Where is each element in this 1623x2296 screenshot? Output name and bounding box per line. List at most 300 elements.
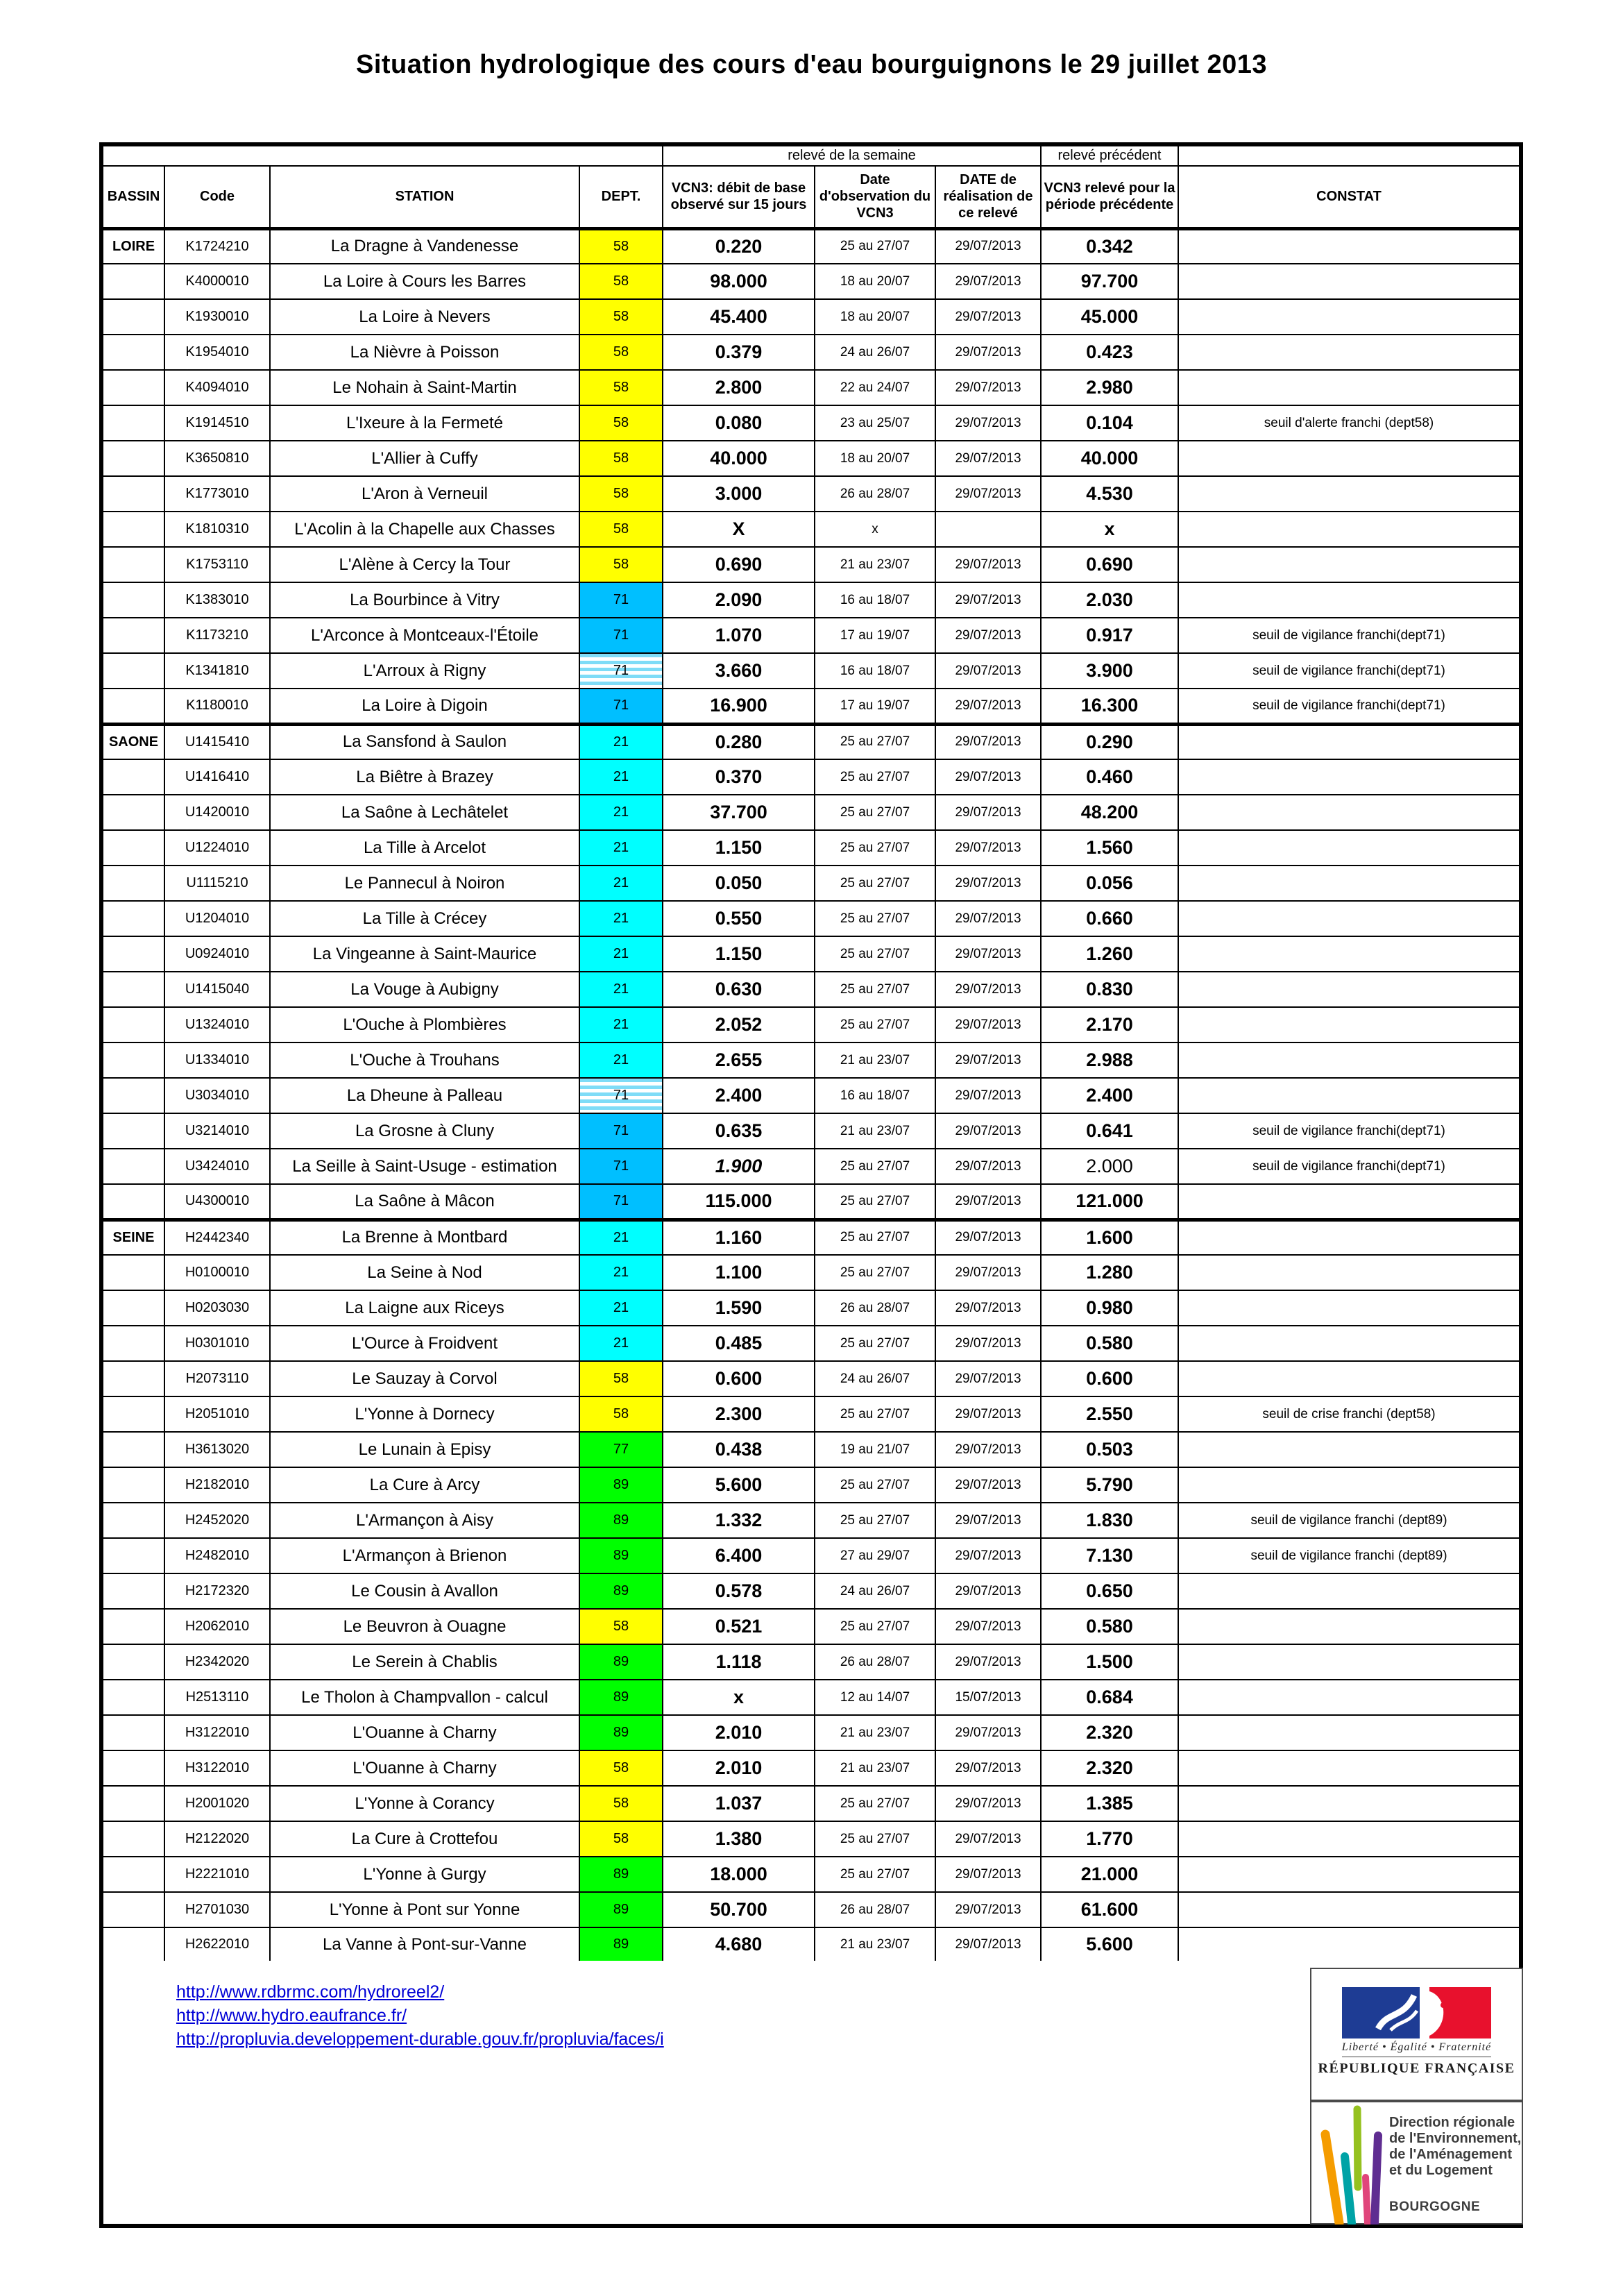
cell-dept: 89 xyxy=(579,1573,663,1609)
cell-vcn3: 1.900 xyxy=(663,1149,815,1184)
cell-constat: seuil de vigilance franchi(dept71) xyxy=(1178,618,1521,653)
cell-dept: 71 xyxy=(579,1184,663,1219)
cell-code: H2513110 xyxy=(164,1680,270,1715)
cell-vcn3-previous: 2.400 xyxy=(1041,1078,1178,1113)
table-row xyxy=(101,1113,1521,1149)
table-row xyxy=(101,547,1521,582)
dreal-text-line: de l'Aménagement xyxy=(1389,2147,1513,2162)
cell-date-realisation: 29/07/2013 xyxy=(935,476,1041,512)
cell-date-observation: 25 au 27/07 xyxy=(815,830,935,866)
cell-vcn3: 5.600 xyxy=(663,1467,815,1503)
cell-date-observation: 24 au 26/07 xyxy=(815,1573,935,1609)
cell-bassin xyxy=(101,1786,164,1821)
cell-station: L'Armançon à Aisy xyxy=(270,1503,579,1538)
cell-code: K1810310 xyxy=(164,512,270,547)
cell-code: K1773010 xyxy=(164,476,270,512)
cell-date-observation: 25 au 27/07 xyxy=(815,1821,935,1857)
cell-vcn3: 0.600 xyxy=(663,1361,815,1396)
cell-vcn3-previous: 1.500 xyxy=(1041,1644,1178,1680)
cell-vcn3: 16.900 xyxy=(663,689,815,724)
cell-date-observation: 25 au 27/07 xyxy=(815,901,935,936)
cell-code: H2701030 xyxy=(164,1892,270,1927)
cell-date-realisation: 29/07/2013 xyxy=(935,1503,1041,1538)
cell-bassin xyxy=(101,512,164,547)
table-row xyxy=(101,1078,1521,1113)
cell-date-realisation: 29/07/2013 xyxy=(935,1361,1041,1396)
cell-vcn3-previous: 1.600 xyxy=(1041,1219,1178,1255)
cell-date-realisation: 29/07/2013 xyxy=(935,1644,1041,1680)
cell-code: U1115210 xyxy=(164,866,270,901)
cell-date-realisation: 29/07/2013 xyxy=(935,1715,1041,1750)
cell-code: U3214010 xyxy=(164,1113,270,1149)
cell-date-observation: 25 au 27/07 xyxy=(815,1149,935,1184)
cell-constat xyxy=(1178,1043,1521,1078)
table-row xyxy=(101,335,1521,370)
table-row xyxy=(101,901,1521,936)
cell-code: H0301010 xyxy=(164,1326,270,1361)
cell-vcn3-previous: 1.260 xyxy=(1041,936,1178,972)
cell-constat xyxy=(1178,1644,1521,1680)
cell-code: U1415410 xyxy=(164,724,270,759)
cell-date-observation: 22 au 24/07 xyxy=(815,370,935,405)
cell-date-observation: 21 au 23/07 xyxy=(815,1750,935,1786)
cell-bassin xyxy=(101,582,164,618)
rf-motto: Liberté • Égalité • Fraternité xyxy=(1342,2041,1491,2057)
cell-bassin xyxy=(101,1255,164,1290)
table-row xyxy=(101,476,1521,512)
cell-vcn3: 0.379 xyxy=(663,335,815,370)
cell-vcn3: 2.300 xyxy=(663,1396,815,1432)
cell-vcn3: 6.400 xyxy=(663,1538,815,1573)
cell-vcn3: 2.400 xyxy=(663,1078,815,1113)
cell-date-observation: 25 au 27/07 xyxy=(815,866,935,901)
cell-date-observation: 24 au 26/07 xyxy=(815,335,935,370)
cell-constat xyxy=(1178,547,1521,582)
cell-code: H2482010 xyxy=(164,1538,270,1573)
cell-bassin xyxy=(101,830,164,866)
cell-constat xyxy=(1178,830,1521,866)
cell-bassin xyxy=(101,335,164,370)
cell-vcn3-previous: 0.690 xyxy=(1041,547,1178,582)
cell-date-realisation: 29/07/2013 xyxy=(935,1007,1041,1043)
dreal-text-line: et du Logement xyxy=(1389,2163,1493,2178)
cell-bassin xyxy=(101,405,164,441)
cell-bassin xyxy=(101,441,164,476)
cell-dept: 89 xyxy=(579,1857,663,1892)
cell-bassin xyxy=(101,1538,164,1573)
cell-dept: 89 xyxy=(579,1644,663,1680)
table-row xyxy=(101,1432,1521,1467)
cell-bassin xyxy=(101,264,164,299)
col-header-date-obs: Date d'observation du VCN3 xyxy=(815,166,935,228)
cell-station: La Saône à Mâcon xyxy=(270,1184,579,1219)
cell-date-observation: 16 au 18/07 xyxy=(815,582,935,618)
cell-vcn3: 0.280 xyxy=(663,724,815,759)
cell-date-observation: 25 au 27/07 xyxy=(815,1326,935,1361)
cell-vcn3-previous: 121.000 xyxy=(1041,1184,1178,1219)
cell-bassin xyxy=(101,901,164,936)
cell-bassin xyxy=(101,1680,164,1715)
cell-date-observation: 18 au 20/07 xyxy=(815,441,935,476)
cell-vcn3-previous: 2.988 xyxy=(1041,1043,1178,1078)
cell-date-observation: 25 au 27/07 xyxy=(815,1255,935,1290)
rf-name: RÉPUBLIQUE FRANÇAISE xyxy=(1318,2061,1515,2076)
cell-constat xyxy=(1178,1892,1521,1927)
cell-dept: 21 xyxy=(579,1290,663,1326)
cell-dept: 71 xyxy=(579,689,663,724)
table-row xyxy=(101,1927,1521,1963)
cell-dept: 21 xyxy=(579,1219,663,1255)
cell-vcn3: 0.050 xyxy=(663,866,815,901)
cell-bassin xyxy=(101,795,164,830)
cell-station: L'Arroux à Rigny xyxy=(270,653,579,689)
cell-vcn3: 37.700 xyxy=(663,795,815,830)
cell-date-observation: 26 au 28/07 xyxy=(815,1892,935,1927)
cell-constat xyxy=(1178,476,1521,512)
cell-date-realisation: 29/07/2013 xyxy=(935,1149,1041,1184)
cell-station: La Vingeanne à Saint-Maurice xyxy=(270,936,579,972)
cell-code: H3122010 xyxy=(164,1750,270,1786)
cell-bassin: SAONE xyxy=(101,724,164,759)
table-row xyxy=(101,1326,1521,1361)
cell-date-realisation: 15/07/2013 xyxy=(935,1680,1041,1715)
cell-station: La Biêtre à Brazey xyxy=(270,759,579,795)
cell-constat xyxy=(1178,759,1521,795)
cell-code: H2342020 xyxy=(164,1644,270,1680)
cell-dept: 21 xyxy=(579,866,663,901)
cell-constat xyxy=(1178,335,1521,370)
table-row xyxy=(101,1007,1521,1043)
dreal-text xyxy=(1389,2115,1521,2179)
cell-date-realisation: 29/07/2013 xyxy=(935,830,1041,866)
cell-code: U1204010 xyxy=(164,901,270,936)
cell-constat: seuil de vigilance franchi(dept71) xyxy=(1178,653,1521,689)
cell-bassin xyxy=(101,299,164,335)
cell-station: Le Sauzay à Corvol xyxy=(270,1361,579,1396)
cell-date-observation: 27 au 29/07 xyxy=(815,1538,935,1573)
cell-dept: 21 xyxy=(579,724,663,759)
cell-dept: 21 xyxy=(579,795,663,830)
band-row xyxy=(101,144,1521,166)
cell-dept: 71 xyxy=(579,1113,663,1149)
cell-vcn3: 0.080 xyxy=(663,405,815,441)
cell-vcn3: 2.010 xyxy=(663,1715,815,1750)
table-row xyxy=(101,724,1521,759)
cell-vcn3-previous: 2.320 xyxy=(1041,1750,1178,1786)
cell-dept: 58 xyxy=(579,441,663,476)
col-header-code: Code xyxy=(164,166,270,228)
cell-station: La Dragne à Vandenesse xyxy=(270,228,579,264)
cell-vcn3: 0.690 xyxy=(663,547,815,582)
cell-date-realisation: 29/07/2013 xyxy=(935,618,1041,653)
cell-date-observation: 25 au 27/07 xyxy=(815,972,935,1007)
cell-code: K1914510 xyxy=(164,405,270,441)
cell-bassin xyxy=(101,476,164,512)
table-row xyxy=(101,1043,1521,1078)
cell-dept: 58 xyxy=(579,405,663,441)
cell-vcn3-previous: 40.000 xyxy=(1041,441,1178,476)
cell-code: U4300010 xyxy=(164,1184,270,1219)
page-title: Situation hydrologique des cours d'eau bourguignons le 29 juillet 2013 xyxy=(355,50,1267,79)
band-releve-precedent: relevé précédent xyxy=(1041,144,1178,166)
cell-constat xyxy=(1178,1219,1521,1255)
cell-dept: 58 xyxy=(579,1396,663,1432)
cell-date-realisation: 29/07/2013 xyxy=(935,299,1041,335)
cell-bassin xyxy=(101,1113,164,1149)
cell-vcn3: 1.070 xyxy=(663,618,815,653)
cell-date-realisation: 29/07/2013 xyxy=(935,901,1041,936)
cell-constat: seuil de vigilance franchi (dept89) xyxy=(1178,1503,1521,1538)
cell-vcn3: 0.220 xyxy=(663,228,815,264)
cell-constat: seuil de vigilance franchi (dept89) xyxy=(1178,1538,1521,1573)
cell-station: La Vanne à Pont-sur-Vanne xyxy=(270,1927,579,1963)
cell-bassin xyxy=(101,1857,164,1892)
table-row xyxy=(101,866,1521,901)
cell-vcn3-previous: 2.030 xyxy=(1041,582,1178,618)
cell-date-realisation: 29/07/2013 xyxy=(935,866,1041,901)
cell-vcn3-previous: 0.600 xyxy=(1041,1361,1178,1396)
cell-vcn3-previous: 61.600 xyxy=(1041,1892,1178,1927)
cell-dept: 58 xyxy=(579,1609,663,1644)
cell-code: U1324010 xyxy=(164,1007,270,1043)
table-row xyxy=(101,1538,1521,1573)
cell-dept: 71 xyxy=(579,1078,663,1113)
cell-vcn3-previous: 0.503 xyxy=(1041,1432,1178,1467)
cell-bassin: SEINE xyxy=(101,1219,164,1255)
cell-dept: 58 xyxy=(579,1750,663,1786)
hydrology-table xyxy=(99,142,1523,1965)
table-row xyxy=(101,653,1521,689)
cell-constat xyxy=(1178,441,1521,476)
table-row xyxy=(101,1149,1521,1184)
cell-dept: 89 xyxy=(579,1892,663,1927)
cell-code: K1383010 xyxy=(164,582,270,618)
cell-date-observation: 25 au 27/07 xyxy=(815,1184,935,1219)
cell-vcn3: 0.370 xyxy=(663,759,815,795)
cell-constat xyxy=(1178,1821,1521,1857)
cell-date-observation: 21 au 23/07 xyxy=(815,1927,935,1963)
cell-date-observation: 25 au 27/07 xyxy=(815,724,935,759)
cell-date-observation: 12 au 14/07 xyxy=(815,1680,935,1715)
cell-constat xyxy=(1178,1255,1521,1290)
cell-bassin xyxy=(101,1715,164,1750)
table-row xyxy=(101,582,1521,618)
cell-vcn3: 2.800 xyxy=(663,370,815,405)
cell-code: H2221010 xyxy=(164,1857,270,1892)
cell-dept: 21 xyxy=(579,830,663,866)
footer-link[interactable]: http://www.rdbrmc.com/hydroreel2/ xyxy=(176,1982,445,2002)
header-row xyxy=(101,166,1521,228)
cell-date-realisation: 29/07/2013 xyxy=(935,1538,1041,1573)
table-row xyxy=(101,1821,1521,1857)
cell-station: L'Ouche à Trouhans xyxy=(270,1043,579,1078)
cell-constat xyxy=(1178,582,1521,618)
table-row xyxy=(101,1290,1521,1326)
cell-vcn3-previous: 0.980 xyxy=(1041,1290,1178,1326)
cell-date-realisation: 29/07/2013 xyxy=(935,653,1041,689)
cell-date-observation: 25 au 27/07 xyxy=(815,759,935,795)
cell-code: K1341810 xyxy=(164,653,270,689)
cell-vcn3: 1.332 xyxy=(663,1503,815,1538)
cell-vcn3: 2.090 xyxy=(663,582,815,618)
cell-vcn3: 1.037 xyxy=(663,1786,815,1821)
cell-station: Le Serein à Chablis xyxy=(270,1644,579,1680)
cell-code: H3122010 xyxy=(164,1715,270,1750)
cell-bassin xyxy=(101,1503,164,1538)
table-row xyxy=(101,1361,1521,1396)
cell-constat xyxy=(1178,1007,1521,1043)
table-row xyxy=(101,264,1521,299)
cell-station: La Laigne aux Riceys xyxy=(270,1290,579,1326)
cell-bassin xyxy=(101,1326,164,1361)
cell-station: L'Aron à Verneuil xyxy=(270,476,579,512)
col-header-date-real: DATE de réalisation de ce relevé xyxy=(935,166,1041,228)
cell-bassin xyxy=(101,1927,164,1963)
cell-date-realisation: 29/07/2013 xyxy=(935,1326,1041,1361)
cell-code: H2172320 xyxy=(164,1573,270,1609)
cell-vcn3: 1.160 xyxy=(663,1219,815,1255)
cell-vcn3-previous: 1.560 xyxy=(1041,830,1178,866)
cell-date-realisation: 29/07/2013 xyxy=(935,795,1041,830)
cell-bassin xyxy=(101,689,164,724)
footer-link[interactable]: http://propluvia.developpement-durable.gouv.fr/propluvia/faces/i xyxy=(176,2029,664,2049)
col-header-dept: DEPT. xyxy=(579,166,663,228)
col-header-station: STATION xyxy=(270,166,579,228)
table-row xyxy=(101,1680,1521,1715)
cell-date-realisation: 29/07/2013 xyxy=(935,1219,1041,1255)
cell-vcn3: 1.150 xyxy=(663,936,815,972)
cell-date-observation: 21 au 23/07 xyxy=(815,547,935,582)
table-row xyxy=(101,1644,1521,1680)
table-row xyxy=(101,689,1521,724)
cell-bassin xyxy=(101,1396,164,1432)
cell-vcn3-previous: 2.170 xyxy=(1041,1007,1178,1043)
cell-dept: 71 xyxy=(579,1149,663,1184)
cell-date-observation: 26 au 28/07 xyxy=(815,1644,935,1680)
cell-dept: 58 xyxy=(579,335,663,370)
band-empty-right xyxy=(1178,144,1521,166)
cell-code: U1420010 xyxy=(164,795,270,830)
cell-vcn3-previous: 0.290 xyxy=(1041,724,1178,759)
cell-station: Le Cousin à Avallon xyxy=(270,1573,579,1609)
cell-date-realisation: 29/07/2013 xyxy=(935,1573,1041,1609)
cell-bassin xyxy=(101,759,164,795)
cell-constat xyxy=(1178,1184,1521,1219)
cell-vcn3-previous: 0.580 xyxy=(1041,1326,1178,1361)
col-header-vcn3: VCN3: débit de base observé sur 15 jours xyxy=(663,166,815,228)
cell-constat xyxy=(1178,1857,1521,1892)
cell-date-realisation: 29/07/2013 xyxy=(935,1396,1041,1432)
cell-station: L'Arconce à Montceaux-l'Étoile xyxy=(270,618,579,653)
cell-date-observation: 26 au 28/07 xyxy=(815,476,935,512)
cell-date-realisation: 29/07/2013 xyxy=(935,335,1041,370)
table-row xyxy=(101,299,1521,335)
cell-bassin xyxy=(101,1290,164,1326)
cell-dept: 89 xyxy=(579,1715,663,1750)
cell-dept: 71 xyxy=(579,618,663,653)
cell-date-realisation: 29/07/2013 xyxy=(935,689,1041,724)
table-row xyxy=(101,1467,1521,1503)
cell-vcn3: 1.590 xyxy=(663,1290,815,1326)
cell-constat: seuil de vigilance franchi(dept71) xyxy=(1178,689,1521,724)
cell-dept: 58 xyxy=(579,476,663,512)
cell-station: La Brenne à Montbard xyxy=(270,1219,579,1255)
cell-dept: 21 xyxy=(579,936,663,972)
cell-date-realisation: 29/07/2013 xyxy=(935,1821,1041,1857)
cell-dept: 21 xyxy=(579,1255,663,1290)
cell-date-observation: 21 au 23/07 xyxy=(815,1715,935,1750)
band-empty-left xyxy=(101,144,663,166)
cell-code: K1180010 xyxy=(164,689,270,724)
cell-vcn3-previous: 2.980 xyxy=(1041,370,1178,405)
cell-vcn3-previous: 0.056 xyxy=(1041,866,1178,901)
cell-date-realisation: 29/07/2013 xyxy=(935,405,1041,441)
cell-date-observation: 21 au 23/07 xyxy=(815,1113,935,1149)
cell-date-realisation: 29/07/2013 xyxy=(935,724,1041,759)
cell-station: L'Alène à Cercy la Tour xyxy=(270,547,579,582)
cell-vcn3-previous: 0.423 xyxy=(1041,335,1178,370)
cell-vcn3: 1.380 xyxy=(663,1821,815,1857)
cell-constat xyxy=(1178,299,1521,335)
cell-date-observation: 25 au 27/07 xyxy=(815,1786,935,1821)
table-row xyxy=(101,441,1521,476)
dreal-region: BOURGOGNE xyxy=(1389,2200,1481,2214)
cell-vcn3: 0.578 xyxy=(663,1573,815,1609)
cell-vcn3-previous: 0.580 xyxy=(1041,1609,1178,1644)
cell-date-realisation: 29/07/2013 xyxy=(935,1078,1041,1113)
cell-station: La Loire à Nevers xyxy=(270,299,579,335)
cell-bassin xyxy=(101,866,164,901)
cell-date-realisation: 29/07/2013 xyxy=(935,370,1041,405)
cell-station: La Tille à Arcelot xyxy=(270,830,579,866)
cell-constat xyxy=(1178,1432,1521,1467)
cell-date-observation: 18 au 20/07 xyxy=(815,264,935,299)
cell-constat: seuil de crise franchi (dept58) xyxy=(1178,1396,1521,1432)
footer-link[interactable]: http://www.hydro.eaufrance.fr/ xyxy=(176,2006,407,2025)
cell-station: L'Yonne à Dornecy xyxy=(270,1396,579,1432)
table-row xyxy=(101,1715,1521,1750)
cell-bassin xyxy=(101,936,164,972)
cell-dept: 71 xyxy=(579,582,663,618)
cell-constat xyxy=(1178,370,1521,405)
cell-date-observation: 17 au 19/07 xyxy=(815,689,935,724)
cell-bassin xyxy=(101,1078,164,1113)
cell-date-realisation: 29/07/2013 xyxy=(935,1786,1041,1821)
cell-date-realisation: 29/07/2013 xyxy=(935,1609,1041,1644)
cell-date-realisation: 29/07/2013 xyxy=(935,1857,1041,1892)
cell-constat: seuil de vigilance franchi(dept71) xyxy=(1178,1113,1521,1149)
cell-dept: 89 xyxy=(579,1467,663,1503)
cell-vcn3-previous: 2.000 xyxy=(1041,1149,1178,1184)
cell-bassin xyxy=(101,1184,164,1219)
cell-vcn3-previous: 5.790 xyxy=(1041,1467,1178,1503)
table-row xyxy=(101,512,1521,547)
cell-date-realisation: 29/07/2013 xyxy=(935,1290,1041,1326)
cell-code: U1224010 xyxy=(164,830,270,866)
cell-station: L'Ixeure à la Fermeté xyxy=(270,405,579,441)
cell-date-realisation: 29/07/2013 xyxy=(935,582,1041,618)
cell-dept: 58 xyxy=(579,370,663,405)
cell-bassin xyxy=(101,1609,164,1644)
cell-constat xyxy=(1178,972,1521,1007)
cell-constat: seuil de vigilance franchi(dept71) xyxy=(1178,1149,1521,1184)
table-row xyxy=(101,972,1521,1007)
cell-code: H2122020 xyxy=(164,1821,270,1857)
cell-date-observation: 19 au 21/07 xyxy=(815,1432,935,1467)
cell-dept: 58 xyxy=(579,512,663,547)
cell-code: U1416410 xyxy=(164,759,270,795)
cell-bassin xyxy=(101,1644,164,1680)
